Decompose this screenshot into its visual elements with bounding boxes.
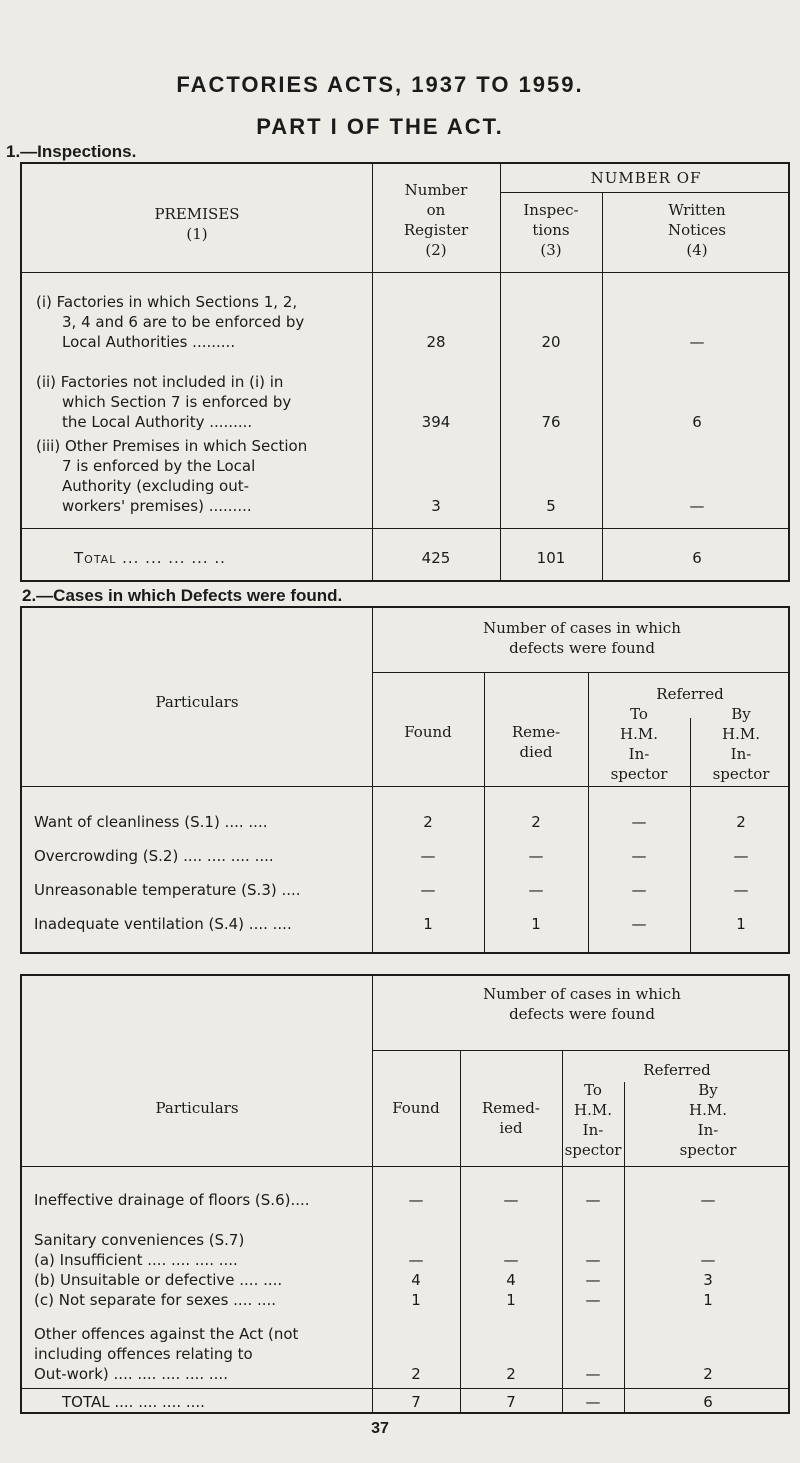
cell-remedied: 1 — [506, 1291, 516, 1309]
cell-referred-to: — — [585, 1251, 601, 1269]
cell-found: 2 — [411, 1365, 421, 1383]
row-label: Inadequate ventilation (S.4) .... .... — [34, 915, 292, 933]
header-remedied: Remed- ied — [482, 1099, 540, 1137]
cell-referred-by: 1 — [736, 915, 746, 933]
total-notices: 6 — [692, 549, 702, 567]
row-label-factories-section7: (ii) Factories not included in (i) in which Section 7 is enforced by the Local Authority ......... — [36, 373, 292, 431]
cell-referred-to: — — [585, 1365, 601, 1383]
cell-referred-to: — — [631, 813, 647, 831]
cell-referred-to: — — [631, 881, 647, 899]
document-subtitle: PART I OF THE ACT. — [256, 114, 504, 139]
document-title: FACTORIES ACTS, 1937 TO 1959. — [176, 72, 584, 97]
cell-referred-by: 3 — [703, 1271, 713, 1289]
header-referred: Referred — [643, 1061, 711, 1079]
cell-notices: — — [689, 497, 705, 515]
header-inspections: Inspec- tions (3) — [523, 201, 579, 259]
cell-remedied: 2 — [506, 1365, 516, 1383]
header-written-notices: Written Notices (4) — [668, 201, 726, 259]
cell-referred-by: — — [733, 881, 749, 899]
row-label: (b) Unsuitable or defective .... .... — [34, 1271, 283, 1289]
total-found: 7 — [411, 1393, 421, 1411]
total-label: Total ... ... ... ... .. — [74, 549, 226, 567]
cell-referred-to: — — [631, 915, 647, 933]
total-register: 425 — [421, 549, 451, 567]
defects-table-1 — [20, 606, 790, 954]
row-label: Other offences against the Act (not including offences relating to Out-work) .... .... .... .... .... — [34, 1325, 299, 1383]
header-to-hm-inspector: To H.M. In- spector — [564, 1081, 622, 1159]
cell-remedied: 2 — [531, 813, 541, 831]
header-number-of: NUMBER OF — [590, 169, 702, 187]
header-to-hm-inspector: To H.M. In- spector — [610, 705, 668, 783]
cell-referred-to: — — [585, 1291, 601, 1309]
header-number-of-cases: Number of cases in which defects were found — [483, 619, 681, 657]
header-referred: Referred — [656, 685, 724, 703]
total-label: TOTAL .... .... .... .... — [62, 1393, 205, 1411]
cell-notices: 6 — [692, 413, 702, 431]
cell-referred-by: 2 — [736, 813, 746, 831]
cell-inspections: 5 — [546, 497, 556, 515]
header-particulars: Particulars — [155, 1099, 239, 1117]
cell-found: 1 — [411, 1291, 421, 1309]
cell-register: 394 — [421, 413, 451, 431]
total-inspections: 101 — [536, 549, 566, 567]
cell-notices: — — [689, 333, 705, 351]
cell-found: — — [408, 1251, 424, 1269]
cell-remedied: — — [528, 847, 544, 865]
defects-table-2 — [20, 974, 790, 1414]
cell-referred-by: — — [700, 1251, 716, 1269]
cell-remedied: — — [503, 1251, 519, 1269]
row-label: Want of cleanliness (S.1) .... .... — [34, 813, 268, 831]
row-label: Unreasonable temperature (S.3) .... — [34, 881, 301, 899]
cell-found: — — [408, 1191, 424, 1209]
inspections-table — [20, 162, 790, 582]
cell-referred-by: 1 — [703, 1291, 713, 1309]
cell-found: 1 — [423, 915, 433, 933]
total-referred-to: — — [585, 1393, 601, 1411]
header-by-hm-inspector: By H.M. In- spector — [679, 1081, 737, 1159]
cell-referred-to: — — [631, 847, 647, 865]
cell-referred-by: — — [733, 847, 749, 865]
section-heading-inspections: 1.—Inspections. — [6, 142, 137, 161]
cell-inspections: 20 — [541, 333, 561, 351]
section-heading-defects: 2.—Cases in which Defects were found. — [22, 586, 343, 605]
cell-found: 4 — [411, 1271, 421, 1289]
header-found: Found — [392, 1099, 440, 1117]
cell-remedied: — — [503, 1191, 519, 1209]
cell-found: — — [420, 881, 436, 899]
cell-found: — — [420, 847, 436, 865]
cell-inspections: 76 — [541, 413, 561, 431]
header-register: Number on Register (2) — [403, 181, 469, 259]
row-label: (a) Insufficient .... .... .... .... — [34, 1251, 238, 1269]
page-number: 37 — [371, 1420, 389, 1437]
cell-referred-to: — — [585, 1191, 601, 1209]
row-label: Overcrowding (S.2) .... .... .... .... — [34, 847, 274, 865]
header-particulars: Particulars — [155, 693, 239, 711]
cell-register: 3 — [431, 497, 441, 515]
cell-referred-to: — — [585, 1271, 601, 1289]
cell-referred-by: — — [700, 1191, 716, 1209]
cell-register: 28 — [426, 333, 446, 351]
cell-remedied: 1 — [531, 915, 541, 933]
row-label: Sanitary conveniences (S.7) — [34, 1231, 245, 1249]
row-label-other-premises: (iii) Other Premises in which Section 7 is enforced by the Local Authority (excluding out- workers' premises) ......... — [36, 437, 308, 515]
header-found: Found — [404, 723, 452, 741]
cell-remedied: — — [528, 881, 544, 899]
header-premises: PREMISES (1) — [154, 205, 240, 243]
header-by-hm-inspector: By H.M. In- spector — [712, 705, 770, 783]
row-label-factories-local: (i) Factories in which Sections 1, 2, 3, 4 and 6 are to be enforced by Local Authorities ......... — [36, 293, 305, 351]
header-remedied: Reme- died — [511, 723, 561, 761]
total-referred-by: 6 — [703, 1393, 713, 1411]
header-number-of-cases: Number of cases in which defects were found — [483, 985, 681, 1023]
row-label: Ineffective drainage of floors (S.6).... — [34, 1191, 310, 1209]
row-label: (c) Not separate for sexes .... .... — [34, 1291, 277, 1309]
cell-remedied: 4 — [506, 1271, 516, 1289]
cell-referred-by: 2 — [703, 1365, 713, 1383]
cell-found: 2 — [423, 813, 433, 831]
total-remedied: 7 — [506, 1393, 516, 1411]
